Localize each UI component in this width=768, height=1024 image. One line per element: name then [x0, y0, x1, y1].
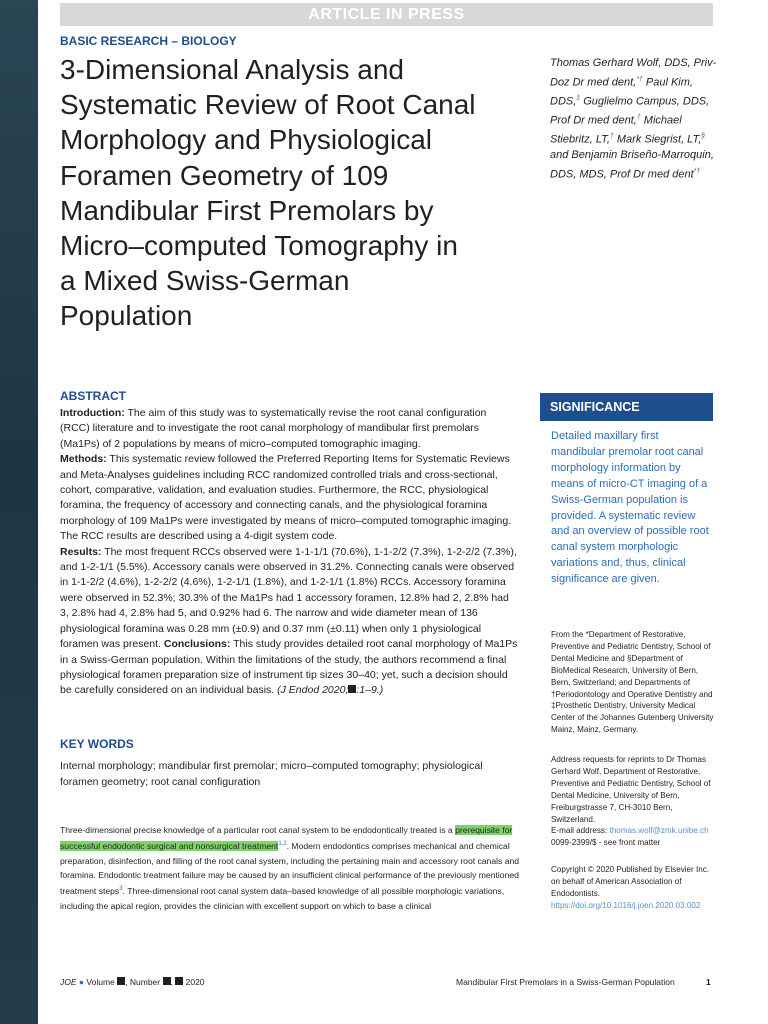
author-2-affil[interactable]: ‡: [576, 94, 581, 102]
author-3-affil[interactable]: †: [636, 113, 641, 121]
running-title: Mandibular First Premolars in a Swiss-German Population: [456, 977, 675, 987]
author-6-affil[interactable]: *†: [693, 167, 701, 175]
author-6: Benjamin Briseño-Marroquin, DDS, MDS, Prof Dr med dent: [550, 149, 714, 181]
page-number: 1: [706, 977, 711, 987]
methods-label: Methods:: [60, 453, 107, 466]
body-paragraph: Three-dimensional precise knowledge of a particular root canal system to be endodontically treated is a prerequisite for successful endodontic surgical and nonsurgical treatment$^{1,2}$. Modern endodontics comprises mechanical and chemical preparation, disinfection, and filling of the root canal system, including the pertaining main and accessory root canals and foramina. Endodontic treatment failure may be caused by an insufficient clinical performance of the previously mentioned treatment steps$^3$. Three-dimensional root canal system data–based knowledge of all possible morphologic variations, including the apical region, provides the clinician with excellent support on which to base a clinical: [60, 825, 520, 911]
section-label: BASIC RESEARCH – BIOLOGY: [60, 34, 237, 48]
reprints-info: Address requests for reprints to Dr Thomas Gerhard Wolf, Department of Restorative, Preventive and Pediatric Dentistry, School of Dental Medicine, University of Bern, Freiburgstrasse 7, CH-3010 Bern, Switzerland. E-mail address: thomas.wolf@zmk.unibe.ch 0099-2399/$ - see front matter: [551, 754, 716, 849]
journal-name: JOE: [60, 977, 77, 987]
citation: (J Endod 2020; :1–9.): [277, 684, 384, 697]
footer-year: 2020: [185, 977, 205, 987]
doi-link[interactable]: https://doi.org/10.1016/j.joen.2020.03.002: [551, 900, 701, 910]
abstract-text: [60, 406, 518, 699]
author-1-affil[interactable]: *†: [636, 75, 643, 83]
author-list: [550, 56, 718, 183]
results-label: Results:: [60, 545, 102, 558]
copyright: Copyright © 2020 Published by Elsevier Inc. on behalf of American Association of Endodontists.: [551, 865, 710, 898]
conclusions-label: Conclusions:: [163, 638, 231, 651]
results-text: The most frequent RCCs observed were 1-1-1/1 (70.6%), 1-1-2/2 (7.3%), 1-2-2/2 (7.3%), and 1-2-1/1 (5.5%). Accessory canals were observed in 31.2%. Connecting canals were observed in 1-1-2/2 (4.6%), 1-2-2/2 (4.6%), 1-2-1/1 (1.8%), and 1-2-1/1 (1.8%) RCCs. Accessory foramina were observed in 52.3%; 30.3% of the Ma1Ps had 1 accessory foramen, 12.8% had 2, 2.8% had 3, 2.8% had 4, 2.8% had 5, and 0.92% had 6. The narrow and wide diameter mean of 136 physiological foramina was 0.28 mm (±0.9) and 0.37 mm (±0.11) when only 1 physiological foramen was present.: [60, 545, 517, 651]
reference-link[interactable]: 1,2: [278, 841, 287, 848]
keywords-heading: KEY WORDS: [60, 737, 134, 751]
significance-heading: SIGNIFICANCE: [540, 393, 713, 421]
copyright-block: [551, 864, 716, 912]
placeholder-square-icon: [175, 977, 183, 985]
email-label: E-mail address:: [551, 826, 608, 836]
abstract-heading: ABSTRACT: [60, 389, 126, 403]
email-link[interactable]: thomas.wolf@zmk.unibe.ch: [609, 826, 709, 836]
article-title: 3-Dimensional Analysis and Systematic Review of Root Canal Morphology and Physiological Foramen Geometry of 109 Mandibular First Premolars by Micro–computed Tomography in a Mixed Swiss-German Population: [60, 54, 476, 332]
conclusions-text: This study provides detailed root canal morphology of Ma1Ps in a Swiss-German population. Within the limitations of the study, the authors recommend a final physiological foramen preparation size of instrument tip sizes 30–40; yet, such a decision should be carefully considered on an individual basis.: [60, 638, 518, 697]
issn: 0099-2399/$ - see front matter: [551, 838, 661, 848]
author-4-affil[interactable]: †: [609, 132, 614, 140]
methods-text: This systematic review followed the Preferred Reporting Items for Systematic Reviews and Meta-Analyses guidelines including RCC randomized controlled trials and cross-sectional, cohort, comparative, validation, and evaluation studies. Furthermore, the RCC, physiological foramina, the frequency of accessory and connecting canals, and the physiological foramina morphology of 109 Ma1Ps were investigated by means of micro–computed tomographic imaging. The RCC results are described using a 4-digit system code.: [60, 453, 512, 543]
intro-text: The aim of this study was to systematically revise the root canal configuration (RCC) literature and to investigate the root canal morphology of mandibular first premolars (Ma1Ps) of 2 populations by means of micro–computed tomographic imaging.: [60, 407, 487, 450]
highlighted-text[interactable]: prerequisite for successful endodontic surgical and nonsurgical treatment: [60, 825, 513, 852]
author-2: Paul Kim, DDS,: [550, 76, 693, 108]
placeholder-square-icon: [163, 977, 171, 985]
author-5-affil[interactable]: §: [701, 132, 706, 140]
author-1: Thomas Gerhard Wolf, DDS, Priv-Doz Dr med dent,: [550, 57, 717, 89]
author-conjunction: and: [550, 149, 569, 162]
significance-text: Detailed maxillary first mandibular premolar root canal morphology information by means of micro-CT imaging of a Swiss-German population is provided. A systematic review and an overview of possible root canal system morphologic variations and, thus, clinical significance are given.: [551, 430, 709, 586]
article-in-press-banner: ARTICLE IN PRESS: [60, 3, 713, 26]
reference-link[interactable]: 3: [119, 886, 123, 893]
affiliations: From the *Department of Restorative, Preventive and Pediatric Dentistry, School of Dental Medicine and §Department of BioMedical Research, University of Bern, Bern, Switzerland; and Departments of †Periodontology and Operative Dentistry and ‡Prosthetic Dentistry, University Medical Center of the Johannes Gutenberg University Mainz, Mainz, Germany.: [551, 630, 714, 735]
keywords-text: Internal morphology; mandibular first premolar; micro–computed tomography; physiological foramen geometry; root canal configuration: [60, 760, 483, 788]
placeholder-square-icon: [117, 977, 125, 985]
footer-journal-info: JOE ● Volume , Number , 2020: [60, 977, 205, 987]
author-4: Michael Stiebritz, LT,: [550, 114, 682, 146]
author-5: Mark Siegrist, LT,: [616, 133, 702, 146]
intro-label: Introduction:: [60, 407, 125, 419]
left-edge-bar: [0, 0, 38, 1024]
author-3: Guglielmo Campus, DDS, Prof Dr med dent,: [550, 95, 710, 127]
